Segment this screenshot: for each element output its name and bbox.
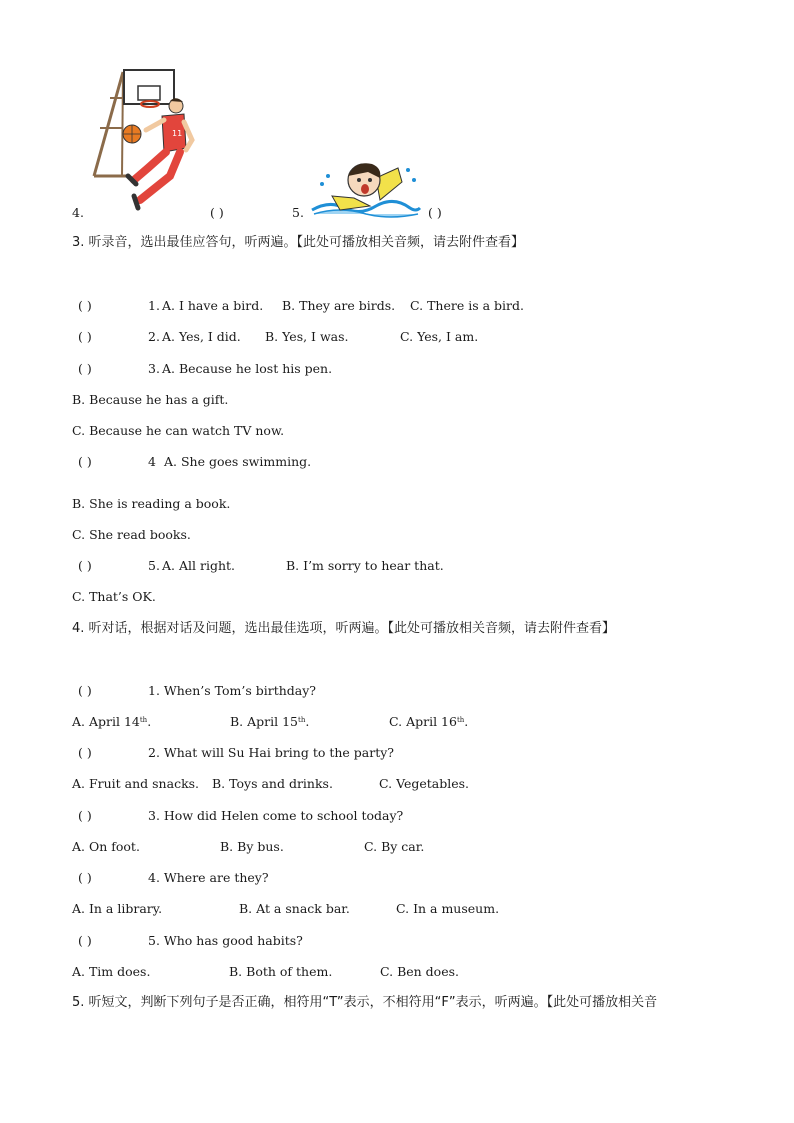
svg-text:11: 11 bbox=[172, 129, 183, 138]
s4-q1-option-a: A. April 14th. bbox=[72, 714, 152, 729]
s4-q4-option-c: C. In a museum. bbox=[396, 901, 500, 916]
s4-q3-option-b: B. By bus. bbox=[220, 839, 284, 854]
s4-q1-paren[interactable]: ( ) bbox=[78, 683, 92, 698]
s3-q4-option-c: C. She read books. bbox=[72, 527, 191, 542]
q5-answer-paren[interactable]: ( ) bbox=[428, 205, 442, 220]
s4-q5-option-a: A. Tim does. bbox=[72, 964, 151, 979]
s3-q5-option-b: B. I’m sorry to hear that. bbox=[286, 558, 444, 573]
s3-q5-paren[interactable]: ( ) bbox=[78, 558, 92, 573]
section-4-title: 4. 听对话，根据对话及问题，选出最佳选项，听两遍。【此处可播放相关音频，请去附件查看】 bbox=[72, 621, 616, 636]
s4-q3-option-c: C. By car. bbox=[364, 839, 425, 854]
s3-q2-option-c: C. Yes, I am. bbox=[400, 329, 479, 344]
s3-q5-option-c: C. That’s OK. bbox=[72, 589, 156, 604]
s3-q1-paren[interactable]: ( ) bbox=[78, 298, 92, 313]
s3-q5-number: 5. bbox=[148, 558, 160, 573]
s4-q5-question: 5. Who has good habits? bbox=[148, 933, 303, 948]
s3-q2-paren[interactable]: ( ) bbox=[78, 329, 92, 344]
q4-answer-paren[interactable]: ( ) bbox=[210, 205, 224, 220]
s3-q1-option-c: C. There is a bird. bbox=[410, 298, 524, 313]
s4-q4-option-b: B. At a snack bar. bbox=[239, 901, 350, 916]
s4-q5-paren[interactable]: ( ) bbox=[78, 933, 92, 948]
s3-q3-option-c: C. Because he can watch TV now. bbox=[72, 423, 285, 438]
s3-q4-option-b: B. She is reading a book. bbox=[72, 496, 231, 511]
basketball-player-image bbox=[88, 68, 198, 216]
s3-q1-option-b: B. They are birds. bbox=[282, 298, 396, 313]
s3-q3-option-b: B. Because he has a gift. bbox=[72, 392, 229, 407]
s4-q2-paren[interactable]: ( ) bbox=[78, 745, 92, 760]
s3-q2-option-b: B. Yes, I was. bbox=[265, 329, 349, 344]
s4-q4-paren[interactable]: ( ) bbox=[78, 870, 92, 885]
s4-q2-option-c: C. Vegetables. bbox=[379, 776, 470, 791]
s4-q2-option-b: B. Toys and drinks. bbox=[212, 776, 333, 791]
s4-q4-question: 4. Where are they? bbox=[148, 870, 269, 885]
s3-q5-option-a: A. All right. bbox=[162, 558, 235, 573]
s4-q3-question: 3. How did Helen come to school today? bbox=[148, 808, 404, 823]
s4-q1-option-c: C. April 16th. bbox=[389, 714, 469, 729]
s3-q3-number: 3. bbox=[148, 361, 160, 376]
s4-q1-option-b: B. April 15th. bbox=[230, 714, 310, 729]
s4-q1-question: 1. When’s Tom’s birthday? bbox=[148, 683, 316, 698]
section-5-title: 5. 听短文，判断下列句子是否正确，相符用“T”表示，不相符用“F”表示，听两遍。【此处可播放相关音 bbox=[72, 995, 658, 1010]
s4-q3-option-a: A. On foot. bbox=[72, 839, 140, 854]
s3-q2-option-a: A. Yes, I did. bbox=[162, 329, 241, 344]
s3-q1-number: 1. bbox=[148, 298, 160, 313]
s3-q2-number: 2. bbox=[148, 329, 160, 344]
s3-q4-option-a: A. She goes swimming. bbox=[164, 454, 312, 469]
s4-q5-option-c: C. Ben does. bbox=[380, 964, 459, 979]
s4-q3-paren[interactable]: ( ) bbox=[78, 808, 92, 823]
s3-q4-number: 4 bbox=[148, 454, 156, 469]
s3-q3-paren[interactable]: ( ) bbox=[78, 361, 92, 376]
s3-q4-paren[interactable]: ( ) bbox=[78, 454, 92, 469]
q4-number: 4. bbox=[72, 205, 84, 220]
s3-q1-option-a: A. I have a bird. bbox=[162, 298, 264, 313]
s4-q5-option-b: B. Both of them. bbox=[229, 964, 333, 979]
s4-q4-option-a: A. In a library. bbox=[72, 901, 163, 916]
section-3-title: 3. 听录音，选出最佳应答句，听两遍。【此处可播放相关音频，请去附件查看】 bbox=[72, 235, 525, 250]
s4-q2-question: 2. What will Su Hai bring to the party? bbox=[148, 745, 395, 760]
q5-number: 5. bbox=[292, 205, 304, 220]
s3-q3-option-a: A. Because he lost his pen. bbox=[162, 361, 333, 376]
s4-q2-option-a: A. Fruit and snacks. bbox=[72, 776, 200, 791]
drowning-boy-image bbox=[310, 156, 422, 218]
